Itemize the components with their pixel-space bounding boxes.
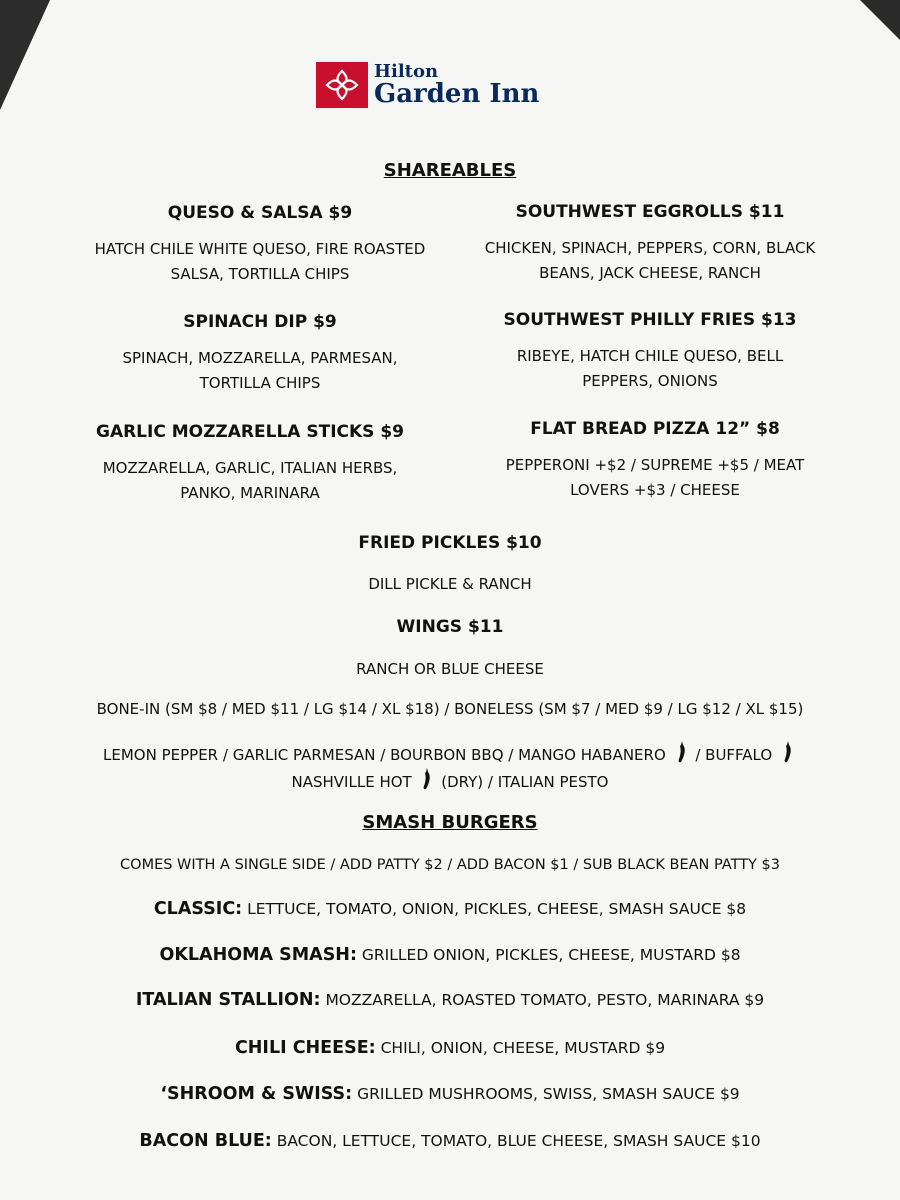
item-name: QUESO & SALSA $9 [167,203,353,223]
wings-desc: RANCH OR BLUE CHEESE [356,660,544,678]
item-desc: SALSA, TORTILLA CHIPS [170,265,350,283]
burger-name: ITALIAN STALLION: [135,990,321,1010]
burger-desc: MOZZARELLA, ROASTED TOMATO, PESTO, MARINARA $9 [325,991,765,1009]
item-desc: MOZZARELLA, GARLIC, ITALIAN HERBS, [102,459,398,477]
item-desc: BEANS, JACK CHEESE, RANCH [539,264,761,282]
item-desc: CHICKEN, SPINACH, PEPPERS, CORN, BLACK [484,239,816,257]
wings-flavors-d: (DRY) / ITALIAN PESTO [441,773,609,791]
smash-burgers-heading: SMASH BURGERS [362,812,538,833]
item-desc: TORTILLA CHIPS [199,374,321,392]
burger-item [0,1038,900,1058]
burger-item [0,1084,900,1104]
burger-item [0,990,900,1010]
fried-pickles-name: FRIED PICKLES $10 [358,533,542,553]
hotel-logo [316,62,539,108]
wings-flavors-b: / BUFFALO [695,746,773,764]
wings-flavors-a: LEMON PEPPER / GARLIC PARMESAN / BOURBON BBQ / MANGO HABANERO [103,746,666,764]
menu-item-eggrolls [450,202,850,286]
menu-item-flatbread-pizza [455,419,855,503]
item-desc: SPINACH, MOZZARELLA, PARMESAN, [122,349,398,367]
hilton-garden-inn-flower-icon [316,62,368,108]
wings-sizes: BONE-IN (SM $8 / MED $11 / LG $14 / XL $18) / BONELESS (SM $7 / MED $9 / LG $12 / XL $15) [96,700,804,718]
item-name: SOUTHWEST EGGROLLS $11 [515,202,785,222]
item-name: SOUTHWEST PHILLY FRIES $13 [503,310,797,330]
wings-flavors-c: NASHVILLE HOT [291,773,412,791]
burger-desc: GRILLED ONION, PICKLES, CHEESE, MUSTARD $8 [361,946,741,964]
menu-item-spinach-dip [60,312,460,396]
item-desc: PEPPERS, ONIONS [582,372,718,390]
fried-pickles-desc: DILL PICKLE & RANCH [368,575,532,593]
wings-flavors-line-1 [0,740,900,768]
wings-name: WINGS $11 [396,617,504,637]
chili-pepper-icon [781,740,793,768]
burger-desc: BACON, LETTUCE, TOMATO, BLUE CHEESE, SMASH SAUCE $10 [276,1132,761,1150]
chili-pepper-icon [675,740,687,768]
wings-flavors-line-2 [0,767,900,795]
burger-desc: LETTUCE, TOMATO, ONION, PICKLES, CHEESE, SMASH SAUCE $8 [247,900,747,918]
burger-name: ‘SHROOM & SWISS: [160,1084,353,1104]
burger-name: CLASSIC: [153,899,243,919]
menu-item-philly-fries [450,310,850,394]
chili-pepper-icon [420,767,432,795]
logo-wordmark [374,63,539,107]
menu-item-queso [60,203,460,287]
burger-desc: CHILI, ONION, CHEESE, MUSTARD $9 [380,1039,666,1057]
burger-name: BACON BLUE: [139,1131,272,1151]
item-desc: HATCH CHILE WHITE QUESO, FIRE ROASTED [94,240,426,258]
item-desc: LOVERS +$3 / CHEESE [570,481,740,499]
item-name: SPINACH DIP $9 [183,312,337,332]
burger-name: OKLAHOMA SMASH: [159,945,357,965]
burger-name: CHILI CHEESE: [234,1038,376,1058]
item-desc: PANKO, MARINARA [180,484,320,502]
burger-item [0,1131,900,1151]
item-desc: PEPPERONI +$2 / SUPREME +$5 / MEAT [505,456,805,474]
logo-line-1: Hilton [374,61,439,82]
item-desc: RIBEYE, HATCH CHILE QUESO, BELL [516,347,784,365]
logo-line-2: Garden Inn [374,79,540,109]
item-name: FLAT BREAD PIZZA 12” $8 [530,419,780,439]
item-name: GARLIC MOZZARELLA STICKS $9 [95,422,404,442]
burger-item [0,945,900,965]
burger-item [0,899,900,919]
menu-item-mozzarella-sticks [50,422,450,506]
shareables-heading: SHAREABLES [383,160,517,181]
burger-desc: GRILLED MUSHROOMS, SWISS, SMASH SAUCE $9 [357,1085,740,1103]
smash-burgers-note: COMES WITH A SINGLE SIDE / ADD PATTY $2 / ADD BACON $1 / SUB BLACK BEAN PATTY $3 [120,857,780,873]
